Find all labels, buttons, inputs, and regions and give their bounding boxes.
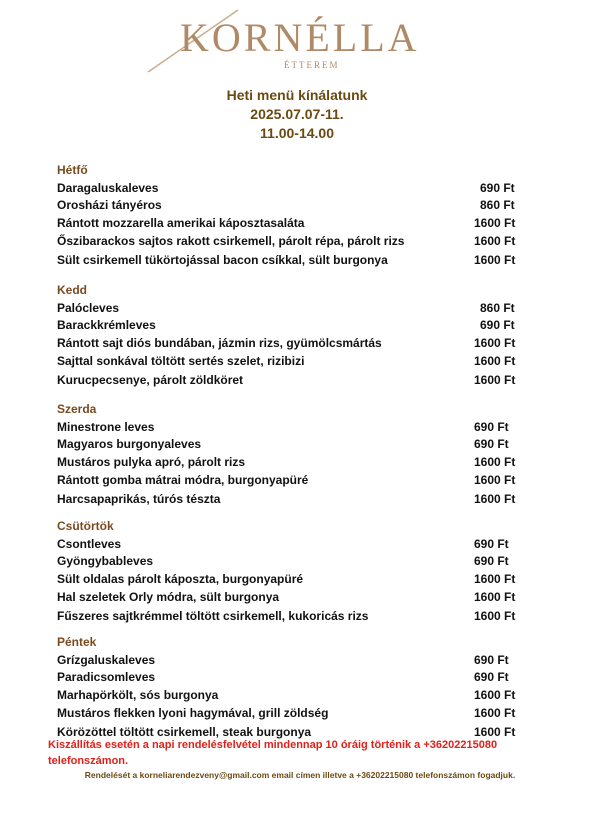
menu-item-price: 1600 Ft — [474, 455, 516, 469]
logo-name: KORNÉLLA — [180, 15, 420, 60]
day-heading: Hétfő — [57, 163, 88, 177]
menu-item-price: 690 Ft — [474, 437, 509, 451]
menu-item-name: Mustáros pulyka apró, párolt rizs — [57, 455, 246, 469]
day-heading: Kedd — [57, 283, 87, 297]
menu-item-price: 1600 Ft — [474, 373, 516, 387]
menu-item-name: Körözöttel töltött csirkemell, steak burgonya — [57, 725, 312, 739]
delivery-notice: Kiszállítás esetén a napi rendelésfelvétel mindennap 10 óráig történik a +36202215080 telefonszámon. — [48, 739, 498, 767]
menu-item-price: 690 Ft — [480, 318, 515, 332]
menu-item-price: 1600 Ft — [474, 473, 516, 487]
menu-item-name: Gyöngybableves — [57, 554, 154, 568]
menu-item-price: 1600 Ft — [474, 336, 516, 350]
menu-item-price: 1600 Ft — [474, 234, 516, 248]
menu-item-name: Barackkrémleves — [57, 318, 156, 332]
order-contact-footer: Rendelését a korneliarendezveny@gmail.com email címen illetve a +36202215080 telefonszámon fogadjuk. — [84, 770, 516, 780]
menu-item-price: 1600 Ft — [474, 725, 516, 739]
logo-subtitle: ÉTTEREM — [284, 60, 340, 70]
menu-dates: 2025.07.07-11. — [250, 106, 344, 122]
menu-item-price: 1600 Ft — [474, 216, 516, 230]
menu-item-name: Sült csirkemell tükörtojással bacon csíkkal, sült burgonya — [57, 253, 388, 267]
menu-item-price: 690 Ft — [474, 537, 509, 551]
menu-title: Heti menü kínálatunk — [226, 87, 368, 103]
menu-item-name: Daragaluskaleves — [57, 181, 159, 195]
day-heading: Szerda — [57, 402, 97, 416]
menu-item-name: Csontleves — [57, 537, 122, 551]
menu-item-price: 860 Ft — [480, 198, 515, 212]
day-heading: Péntek — [57, 635, 97, 649]
menu-item-price: 1600 Ft — [474, 572, 516, 586]
menu-item-name: Harcsapaprikás, túrós tészta — [57, 492, 221, 506]
menu-item-price: 1600 Ft — [474, 688, 516, 702]
menu-hours: 11.00-14.00 — [260, 125, 334, 141]
menu-item-price: 690 Ft — [480, 181, 515, 195]
menu-item-name: Rántott gomba mátrai módra, burgonyapüré — [57, 473, 309, 487]
menu-item-price: 1600 Ft — [474, 609, 516, 623]
menu-item-name: Fűszeres sajtkrémmel töltött csirkemell, kukoricás rizs — [57, 609, 369, 623]
menu-item-name: Marhapörkölt, sós burgonya — [57, 688, 219, 702]
menu-item-name: Paradicsomleves — [57, 670, 156, 684]
menu-item-name: Kurucpecsenye, párolt zöldköret — [57, 373, 244, 387]
menu-item-price: 690 Ft — [474, 653, 509, 667]
restaurant-logo — [140, 8, 420, 78]
menu-item-name: Sajttal sonkával töltött sertés szelet, rizibizi — [57, 354, 305, 368]
menu-item-name: Minestrone leves — [57, 420, 155, 434]
menu-item-name: Grízgaluskaleves — [57, 653, 156, 667]
day-heading: Csütörtök — [57, 519, 114, 533]
menu-item-price: 1600 Ft — [474, 590, 516, 604]
menu-item-price: 1600 Ft — [474, 354, 516, 368]
menu-item-name: Palócleves — [57, 301, 120, 315]
menu-item-name: Rántott sajt diós bundában, jázmin rizs, gyümölcsmártás — [57, 336, 382, 350]
menu-item-name: Orosházi tányéros — [57, 198, 162, 212]
menu-item-name: Sült oldalas párolt káposzta, burgonyapüré — [57, 572, 304, 586]
menu-item-price: 1600 Ft — [474, 253, 516, 267]
menu-item-price: 690 Ft — [474, 554, 509, 568]
menu-item-price: 690 Ft — [474, 670, 509, 684]
menu-item-name: Mustáros flekken lyoni hagymával, grill zöldség — [57, 706, 329, 720]
menu-item-price: 860 Ft — [480, 301, 515, 315]
menu-item-name: Hal szeletek Orly módra, sült burgonya — [57, 590, 280, 604]
menu-item-price: 1600 Ft — [474, 492, 516, 506]
menu-item-name: Magyaros burgonyaleves — [57, 437, 202, 451]
menu-item-name: Rántott mozzarella amerikai káposztasaláta — [57, 216, 305, 230]
menu-item-price: 1600 Ft — [474, 706, 516, 720]
menu-item-name: Őszibarackos sajtos rakott csirkemell, párolt répa, párolt rizs — [57, 234, 405, 248]
menu-item-price: 690 Ft — [474, 420, 509, 434]
